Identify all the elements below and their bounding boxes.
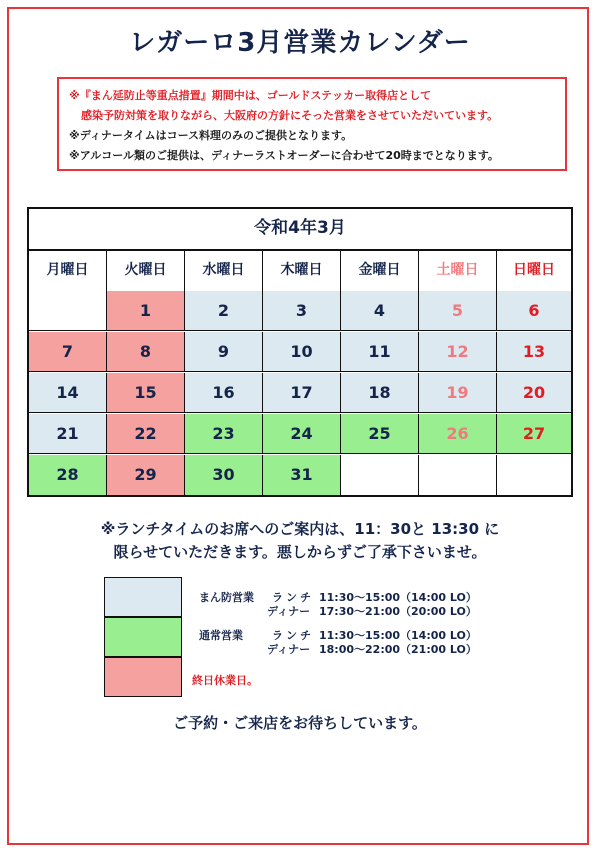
calendar-week-row [29,373,571,413]
legend-manbou-label: まん防営業 [199,591,254,604]
calendar-day-cell: 28 [29,455,107,495]
legend-normal-lunch-time: 11:30～15:00（14:00 LO） [319,629,477,642]
calendar-day-cell: 21 [29,414,107,454]
weekday-header: 土曜日 [419,249,497,291]
calendar-day-cell: 13 [497,332,571,372]
calendar-day-cell: 1 [107,291,185,331]
footer-message: ご予約・ご来店をお待ちしています。 [173,714,427,732]
legend-manbou-dinner-label: ディナー [267,605,311,618]
lunch-message-line-1: ※ランチタイムのお席へのご案内は、11：30と 13:30 に [100,520,500,538]
calendar-day-cell: 26 [419,414,497,454]
calendar-day-cell: 23 [185,414,263,454]
legend-normal-dinner-time: 18:00～22:00（21:00 LO） [319,643,477,656]
notice-line-4: ※アルコール類のご提供は、ディナーラストオーダーに合わせて20時までとなります。 [69,149,499,162]
legend-normal-label: 通常営業 [199,629,243,642]
calendar-week-row [29,455,571,495]
legend-swatch-closed [104,657,182,697]
calendar-day-cell: 14 [29,373,107,413]
calendar-empty-cell [29,291,107,331]
calendar-empty-cell [341,455,419,495]
legend-manbou-dinner-time: 17:30～21:00（20:00 LO） [319,605,477,618]
notice-line-3: ※ディナータイムはコース料理のみのご提供となります。 [69,129,353,142]
calendar-day-cell: 17 [263,373,341,413]
calendar-day-cell: 8 [107,332,185,372]
calendar-week-row [29,291,571,331]
notice-line-2: 感染予防対策を取りながら、大阪府の方針にそった営業をさせていただいています。 [81,109,499,122]
calendar-day-cell: 15 [107,373,185,413]
weekday-header: 月曜日 [29,249,107,291]
weekday-header: 木曜日 [263,249,341,291]
calendar-week-row [29,414,571,454]
calendar-day-cell: 19 [419,373,497,413]
legend-normal-dinner-label: ディナー [267,643,311,656]
notice-line-1: ※『まん延防止等重点措置』期間中は、ゴールドステッカー取得店として [69,89,432,102]
lunch-message-line-2: 限らせていただきます。悪しからずご了承下さいませ。 [113,543,487,561]
calendar-day-cell: 20 [497,373,571,413]
weekday-header: 金曜日 [341,249,419,291]
calendar-day-cell: 7 [29,332,107,372]
calendar-day-cell: 31 [263,455,341,495]
legend-closed-label: 終日休業日。 [192,674,258,687]
calendar-day-cell: 24 [263,414,341,454]
calendar-empty-cell [497,455,571,495]
legend-normal-lunch-label: ランチ [272,629,314,642]
weekday-header-row [29,249,571,293]
legend-manbou-lunch-label: ランチ [272,591,314,604]
weekday-header: 日曜日 [513,262,555,278]
calendar-day-cell: 2 [185,291,263,331]
calendar-day-cell: 18 [341,373,419,413]
calendar-day-cell: 22 [107,414,185,454]
weekday-header: 水曜日 [185,249,263,291]
calendar-day-cell: 27 [497,414,571,454]
calendar-empty-cell [419,455,497,495]
calendar-day-cell: 4 [341,291,419,331]
notice-box [57,77,567,171]
business-calendar [27,207,573,497]
page-title: レガーロ3月営業カレンダー [129,28,471,58]
calendar-day-cell: 10 [263,332,341,372]
calendar-day-cell: 29 [107,455,185,495]
lunch-seating-message [0,518,600,564]
calendar-day-cell: 6 [497,291,571,331]
legend-swatch-normal [104,617,182,657]
calendar-day-cell: 5 [419,291,497,331]
weekday-header: 火曜日 [107,249,185,291]
calendar-week-row [29,332,571,372]
legend-swatch-manbou [104,577,182,617]
calendar-day-cell: 3 [263,291,341,331]
calendar-day-cell: 12 [419,332,497,372]
calendar-day-cell: 9 [185,332,263,372]
calendar-day-cell: 30 [185,455,263,495]
legend-manbou-lunch-time: 11:30～15:00（14:00 LO） [319,591,477,604]
calendar-day-cell: 16 [185,373,263,413]
calendar-day-cell: 25 [341,414,419,454]
calendar-month-label: 令和4年3月 [29,209,571,251]
calendar-day-cell: 11 [341,332,419,372]
